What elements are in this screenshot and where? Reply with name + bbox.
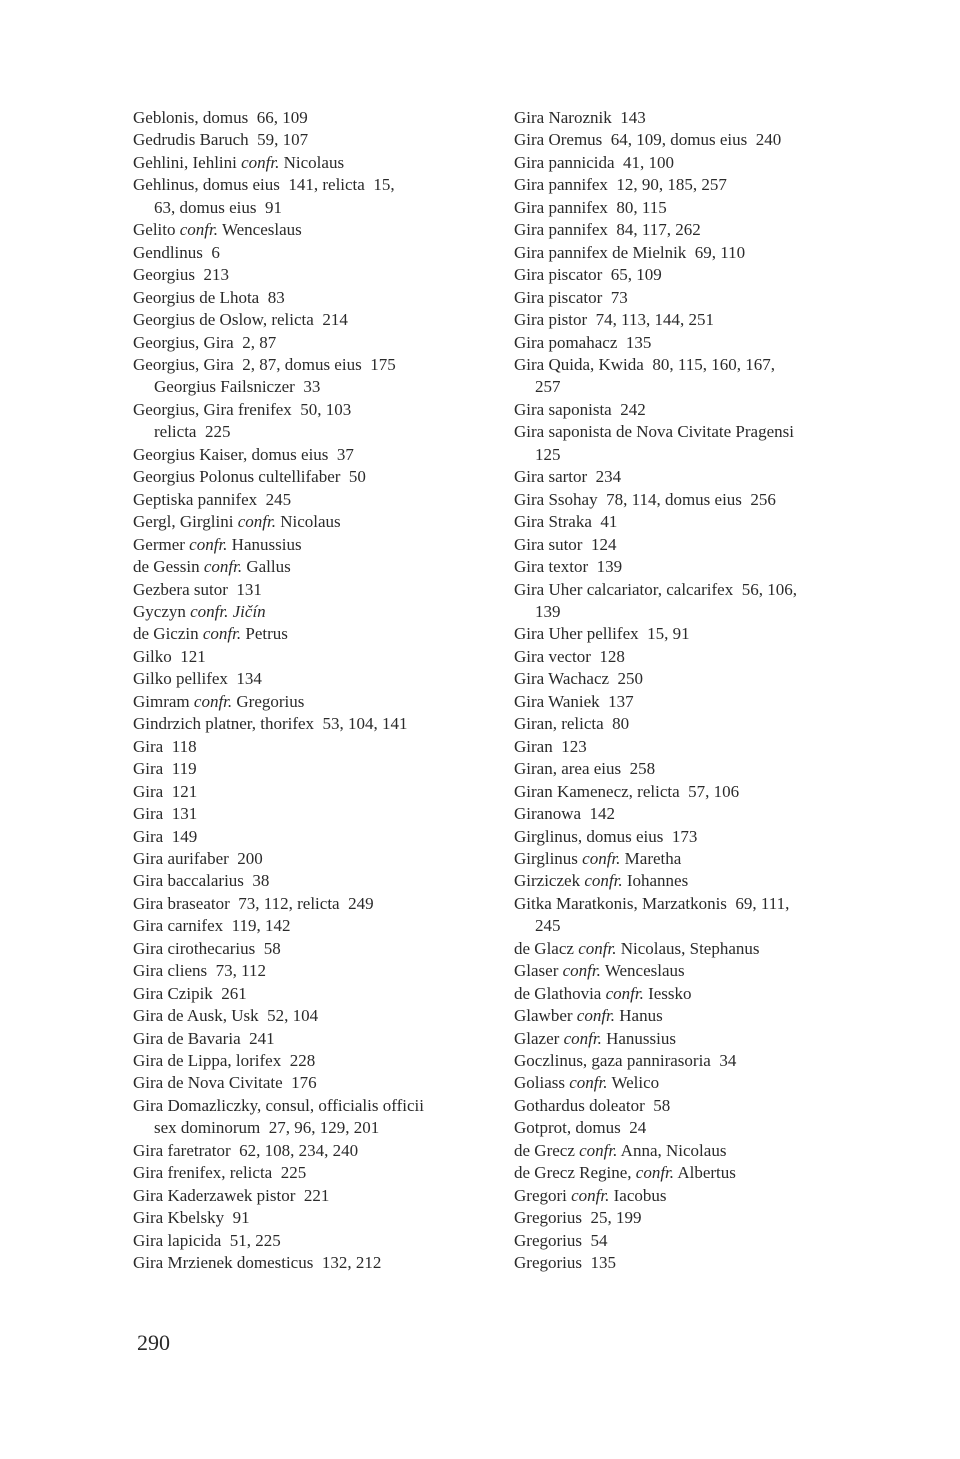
entry-text: Gira saponista 242 — [514, 399, 646, 419]
entry-reference-target: Nicolaus — [275, 512, 341, 532]
entry-text: de Glacz — [514, 938, 579, 958]
entry-text: Georgius, Gira 2, 87, domus eius 175 — [133, 354, 396, 374]
index-entry — [133, 1005, 478, 1027]
index-entry — [133, 354, 478, 376]
entry-text: Gira Kaderzawek pistor 221 — [133, 1185, 330, 1205]
entry-text: Gira cliens 73, 112 — [133, 961, 266, 981]
index-entry — [133, 915, 478, 937]
entry-reference-marker: confr. — [203, 557, 243, 577]
index-entry — [514, 287, 844, 309]
index-entry — [514, 242, 844, 264]
entry-text: Gregorius 54 — [514, 1230, 608, 1250]
index-entry — [514, 691, 844, 713]
entry-text: Gira piscator 65, 109 — [514, 265, 662, 285]
entry-reference-marker: confr. — [576, 1006, 616, 1026]
index-entry — [133, 129, 478, 151]
entry-text: Gira 121 — [133, 781, 198, 801]
entry-text: Georgius, Gira 2, 87 — [133, 332, 277, 352]
entry-text: Gira cirothecarius 58 — [133, 938, 281, 958]
entry-text: Gergl, Girglini — [133, 512, 238, 532]
index-entry — [133, 601, 478, 623]
entry-text: Gira Kbelsky 91 — [133, 1208, 250, 1228]
page-number: 290 — [137, 1330, 170, 1355]
entry-text: relicta 225 — [154, 422, 231, 442]
index-column-left — [133, 107, 478, 1275]
entry-reference-target: Wenceslaus — [218, 220, 302, 240]
entry-text: Gyczyn — [133, 601, 191, 621]
index-entry — [133, 489, 478, 511]
entry-reference-marker: confr. — [563, 1028, 602, 1048]
entry-text: Giran Kamenecz, relicta 57, 106 — [514, 781, 740, 801]
index-entry — [514, 264, 844, 286]
index-entry — [514, 219, 844, 241]
entry-text: Gira 149 — [133, 826, 198, 846]
entry-text: Georgius 213 — [133, 265, 230, 285]
entry-reference-marker: confr. — [584, 871, 623, 891]
entry-text: de Gessin — [133, 557, 204, 577]
entry-reference-marker: confr. — [579, 1140, 618, 1160]
entry-reference-target: Nicolaus — [279, 152, 345, 172]
entry-text: Gira piscator 73 — [514, 287, 628, 307]
index-entry — [133, 1095, 478, 1117]
entry-text: Gitka Maratkonis, Marzatkonis 69, 111, — [514, 893, 790, 913]
entry-text: Glaser — [514, 961, 563, 981]
entry-reference-marker: confr. — [237, 512, 276, 532]
index-entry — [133, 826, 478, 848]
entry-text: Gehlini, Iehlini — [133, 152, 242, 172]
entry-reference-marker: confr. — [569, 1073, 608, 1093]
entry-reference-target: Gregorius — [232, 691, 305, 711]
entry-text: Goczlinus, gaza pannirasoria 34 — [514, 1051, 737, 1071]
entry-text: 245 — [535, 916, 561, 936]
index-entry — [133, 556, 478, 578]
entry-text: Giran, area eius 258 — [514, 759, 656, 779]
index-entry — [133, 376, 478, 398]
index-entry — [514, 174, 844, 196]
entry-text: Gregorius 25, 199 — [514, 1208, 642, 1228]
index-entry — [514, 848, 844, 870]
entry-text: Gira lapicida 51, 225 — [133, 1230, 281, 1250]
entry-text: Gira pannifex 84, 117, 262 — [514, 220, 701, 240]
index-entry — [133, 803, 478, 825]
index-entry — [133, 444, 478, 466]
entry-reference-marker: confr. — [241, 152, 280, 172]
index-entry — [133, 938, 478, 960]
entry-text: Gregorius 135 — [514, 1253, 616, 1273]
entry-text: Georgius Kaiser, domus eius 37 — [133, 444, 354, 464]
index-entry — [514, 511, 844, 533]
entry-text: Gimram — [133, 691, 194, 711]
index-entry — [514, 1140, 844, 1162]
entry-reference-marker: confr. — [179, 220, 218, 240]
index-entry — [133, 1185, 478, 1207]
entry-text: Gira sutor 124 — [514, 534, 617, 554]
index-entry — [133, 623, 478, 645]
index-entry — [133, 511, 478, 533]
index-entry — [514, 444, 844, 466]
entry-reference-target: Welico — [607, 1073, 660, 1093]
index-entry — [133, 1230, 478, 1252]
entry-text: Gira textor 139 — [514, 557, 623, 577]
index-entry — [514, 960, 844, 982]
entry-text: Gregori — [514, 1185, 572, 1205]
index-entry — [133, 1117, 478, 1139]
entry-text: de Grecz Regine, — [514, 1163, 636, 1183]
entry-text: Girziczek — [514, 871, 585, 891]
entry-text: Gira Uher pellifex 15, 91 — [514, 624, 690, 644]
entry-text: Gira braseator 73, 112, relicta 249 — [133, 893, 374, 913]
entry-text: Geblonis, domus 66, 109 — [133, 108, 308, 127]
index-entry — [514, 826, 844, 848]
index-entry — [514, 781, 844, 803]
index-entry — [514, 534, 844, 556]
entry-text: Georgius Polonus cultellifaber 50 — [133, 467, 366, 487]
entry-text: Gira de Ausk, Usk 52, 104 — [133, 1006, 319, 1026]
entry-text: Gira Uher calcariator, calcarifex 56, 106, — [514, 579, 797, 599]
entry-reference-marker: confr. — [578, 938, 617, 958]
entry-text: 125 — [535, 444, 561, 464]
index-entry — [514, 938, 844, 960]
index-entry — [133, 1028, 478, 1050]
entry-reference-target: Iessko — [643, 983, 692, 1003]
entry-text: de Giczin — [133, 624, 203, 644]
entry-text: Geptiska pannifex 245 — [133, 489, 292, 509]
entry-text: Georgius, Gira frenifex 50, 103 — [133, 399, 352, 419]
index-entry — [514, 489, 844, 511]
index-entry — [514, 1028, 844, 1050]
entry-text: Georgius Failsniczer 33 — [154, 377, 321, 397]
index-entry — [514, 1117, 844, 1139]
index-entry — [133, 713, 478, 735]
index-entry — [514, 152, 844, 174]
entry-text: Georgius de Lhota 83 — [133, 287, 285, 307]
entry-text: Gira frenifex, relicta 225 — [133, 1163, 307, 1183]
index-entry — [133, 174, 478, 196]
entry-reference-target: Hanussius — [601, 1028, 676, 1048]
entry-reference-target: Iohannes — [622, 871, 689, 891]
entry-reference-target: Maretha — [620, 848, 682, 868]
index-entry — [133, 197, 478, 219]
index-entry — [133, 736, 478, 758]
index-entry — [514, 421, 844, 443]
entry-text: Gindrzich platner, thorifex 53, 104, 141 — [133, 714, 408, 734]
entry-text: Gira de Lippa, lorifex 228 — [133, 1051, 316, 1071]
entry-reference-marker: confr. — [562, 961, 601, 981]
index-entry — [133, 646, 478, 668]
index-entry — [133, 1162, 478, 1184]
index-entry — [514, 399, 844, 421]
entry-text: Gira Oremus 64, 109, domus eius 240 — [514, 130, 782, 150]
index-entry — [514, 736, 844, 758]
entry-text: 257 — [535, 377, 561, 397]
index-entry — [133, 781, 478, 803]
index-entry — [133, 691, 478, 713]
index-entry — [514, 601, 844, 623]
entry-text: Gothardus doleator 58 — [514, 1095, 671, 1115]
index-entry — [514, 983, 844, 1005]
entry-text: Goliass — [514, 1073, 570, 1093]
entry-reference-target: Wenceslaus — [600, 961, 685, 981]
index-entry — [514, 107, 844, 129]
index-entry — [514, 579, 844, 601]
entry-reference-target: Petrus — [241, 624, 288, 644]
entry-text: Germer — [133, 534, 190, 554]
entry-reference-marker: confr. — [202, 624, 242, 644]
index-entry — [514, 556, 844, 578]
entry-text: Georgius de Oslow, relicta 214 — [133, 310, 348, 330]
entry-text: Gira Wachacz 250 — [514, 669, 644, 689]
index-entry — [514, 915, 844, 937]
entry-reference-target: Iacobus — [609, 1185, 667, 1205]
index-entry — [514, 1005, 844, 1027]
index-entry — [133, 893, 478, 915]
index-entry — [514, 668, 844, 690]
entry-text: Gira Mrzienek domesticus 132, 212 — [133, 1253, 382, 1273]
entry-text: Gira Domazliczky, consul, officialis officii — [133, 1095, 424, 1115]
index-entry — [133, 107, 478, 129]
entry-text: Gira Czipik 261 — [133, 983, 247, 1003]
entry-text: Giran 123 — [514, 736, 587, 756]
index-entry — [133, 219, 478, 241]
entry-text: Giran, relicta 80 — [514, 714, 630, 734]
entry-reference-target: Albertus — [674, 1163, 736, 1183]
entry-text: Gira Waniek 137 — [514, 691, 634, 711]
index-entry — [133, 668, 478, 690]
index-entry — [133, 466, 478, 488]
entry-reference-target: Hanussius — [227, 534, 302, 554]
entry-text: Gotprot, domus 24 — [514, 1118, 647, 1138]
entry-text: Gilko 121 — [133, 646, 206, 666]
entry-reference-target: Nicolaus, Stephanus — [616, 938, 760, 958]
entry-text: Gelito — [133, 220, 180, 240]
entry-text: Gira Straka 41 — [514, 512, 618, 532]
index-entry — [514, 758, 844, 780]
index-entry — [133, 1050, 478, 1072]
index-entry — [133, 1252, 478, 1274]
index-entry — [514, 646, 844, 668]
entry-reference-target: Anna, Nicolaus — [617, 1140, 727, 1160]
index-entry — [133, 870, 478, 892]
index-entry — [514, 713, 844, 735]
index-entry — [133, 264, 478, 286]
entry-text: Gedrudis Baruch 59, 107 — [133, 130, 309, 150]
index-entry — [133, 848, 478, 870]
index-entry — [514, 1252, 844, 1274]
index-entry — [133, 983, 478, 1005]
index-entry — [133, 534, 478, 556]
index-entry — [133, 1140, 478, 1162]
index-entry — [514, 1185, 844, 1207]
entry-text: Gira de Bavaria 241 — [133, 1028, 275, 1048]
index-column-right — [514, 107, 844, 1275]
entry-text: Gira sartor 234 — [514, 467, 622, 487]
entry-text: Gira pannifex de Mielnik 69, 110 — [514, 242, 746, 262]
entry-text: Glawber — [514, 1006, 577, 1026]
index-entry — [133, 332, 478, 354]
index-entry — [514, 1050, 844, 1072]
entry-text: Girglinus, domus eius 173 — [514, 826, 698, 846]
index-entry — [133, 421, 478, 443]
entry-text: 139 — [535, 601, 561, 621]
index-entry — [514, 1230, 844, 1252]
entry-reference-marker: confr. — [605, 983, 644, 1003]
index-entry — [133, 960, 478, 982]
entry-reference-marker: confr. — [582, 848, 621, 868]
entry-text: Gira pannicida 41, 100 — [514, 152, 675, 172]
index-entry — [514, 332, 844, 354]
index-entry — [133, 1207, 478, 1229]
index-entry — [514, 129, 844, 151]
entry-text: Gendlinus 6 — [133, 242, 220, 262]
entry-text: Gira Naroznik 143 — [514, 108, 646, 127]
entry-text: Gira saponista de Nova Civitate Pragensi — [514, 422, 794, 442]
index-entry — [133, 1072, 478, 1094]
index-entry — [514, 1162, 844, 1184]
entry-text: de Grecz — [514, 1140, 580, 1160]
entry-text: Girglinus — [514, 848, 583, 868]
entry-text: Gira Quida, Kwida 80, 115, 160, 167, — [514, 354, 775, 374]
entry-reference-marker: confr. — [193, 691, 233, 711]
index-entry — [514, 466, 844, 488]
index-entry — [514, 1072, 844, 1094]
index-entry — [514, 354, 844, 376]
index-entry — [514, 803, 844, 825]
entry-text: Gezbera sutor 131 — [133, 579, 262, 599]
index-entry — [514, 309, 844, 331]
index-entry — [514, 1095, 844, 1117]
entry-reference-marker: confr. — [571, 1185, 610, 1205]
index-entry — [514, 197, 844, 219]
entry-text: Gira carnifex 119, 142 — [133, 916, 291, 936]
index-entry — [133, 758, 478, 780]
entry-text: de Glathovia — [514, 983, 606, 1003]
entry-reference-target: Hanus — [615, 1006, 663, 1026]
entry-reference-marker: confr. — [189, 534, 228, 554]
entry-reference-marker: confr. Jičín — [190, 601, 266, 621]
entry-text: Gira pistor 74, 113, 144, 251 — [514, 310, 715, 330]
entry-text: Glazer — [514, 1028, 564, 1048]
entry-text: Gira baccalarius 38 — [133, 871, 270, 891]
entry-text: Gira pannifex 80, 115 — [514, 197, 667, 217]
entry-text: Gehlinus, domus eius 141, relicta 15, — [133, 175, 395, 195]
index-entry — [514, 893, 844, 915]
entry-text: Gira faretrator 62, 108, 234, 240 — [133, 1140, 359, 1160]
entry-text: Giranowa 142 — [514, 804, 616, 824]
index-entry — [133, 399, 478, 421]
index-entry — [514, 623, 844, 645]
entry-reference-marker: confr. — [635, 1163, 675, 1183]
entry-text: Gira Ssohay 78, 114, domus eius 256 — [514, 489, 776, 509]
entry-text: Gira de Nova Civitate 176 — [133, 1073, 317, 1093]
entry-text: Gira aurifaber 200 — [133, 848, 263, 868]
entry-text: Gira pannifex 12, 90, 185, 257 — [514, 175, 727, 195]
index-entry — [514, 1207, 844, 1229]
index-entry — [133, 309, 478, 331]
index-entry — [133, 579, 478, 601]
entry-text: Gira vector 128 — [514, 646, 625, 666]
entry-text: Gira 119 — [133, 759, 197, 779]
entry-text: Gira 131 — [133, 804, 198, 824]
index-entry — [514, 376, 844, 398]
index-entry — [133, 287, 478, 309]
entry-text: Gira pomahacz 135 — [514, 332, 652, 352]
entry-reference-target: Gallus — [242, 557, 291, 577]
index-entry — [514, 870, 844, 892]
entry-text: sex dominorum 27, 96, 129, 201 — [154, 1118, 380, 1138]
index-entry — [133, 152, 478, 174]
entry-text: Gira 118 — [133, 736, 197, 756]
index-entry — [133, 242, 478, 264]
entry-text: 63, domus eius 91 — [154, 197, 282, 217]
entry-text: Gilko pellifex 134 — [133, 669, 262, 689]
